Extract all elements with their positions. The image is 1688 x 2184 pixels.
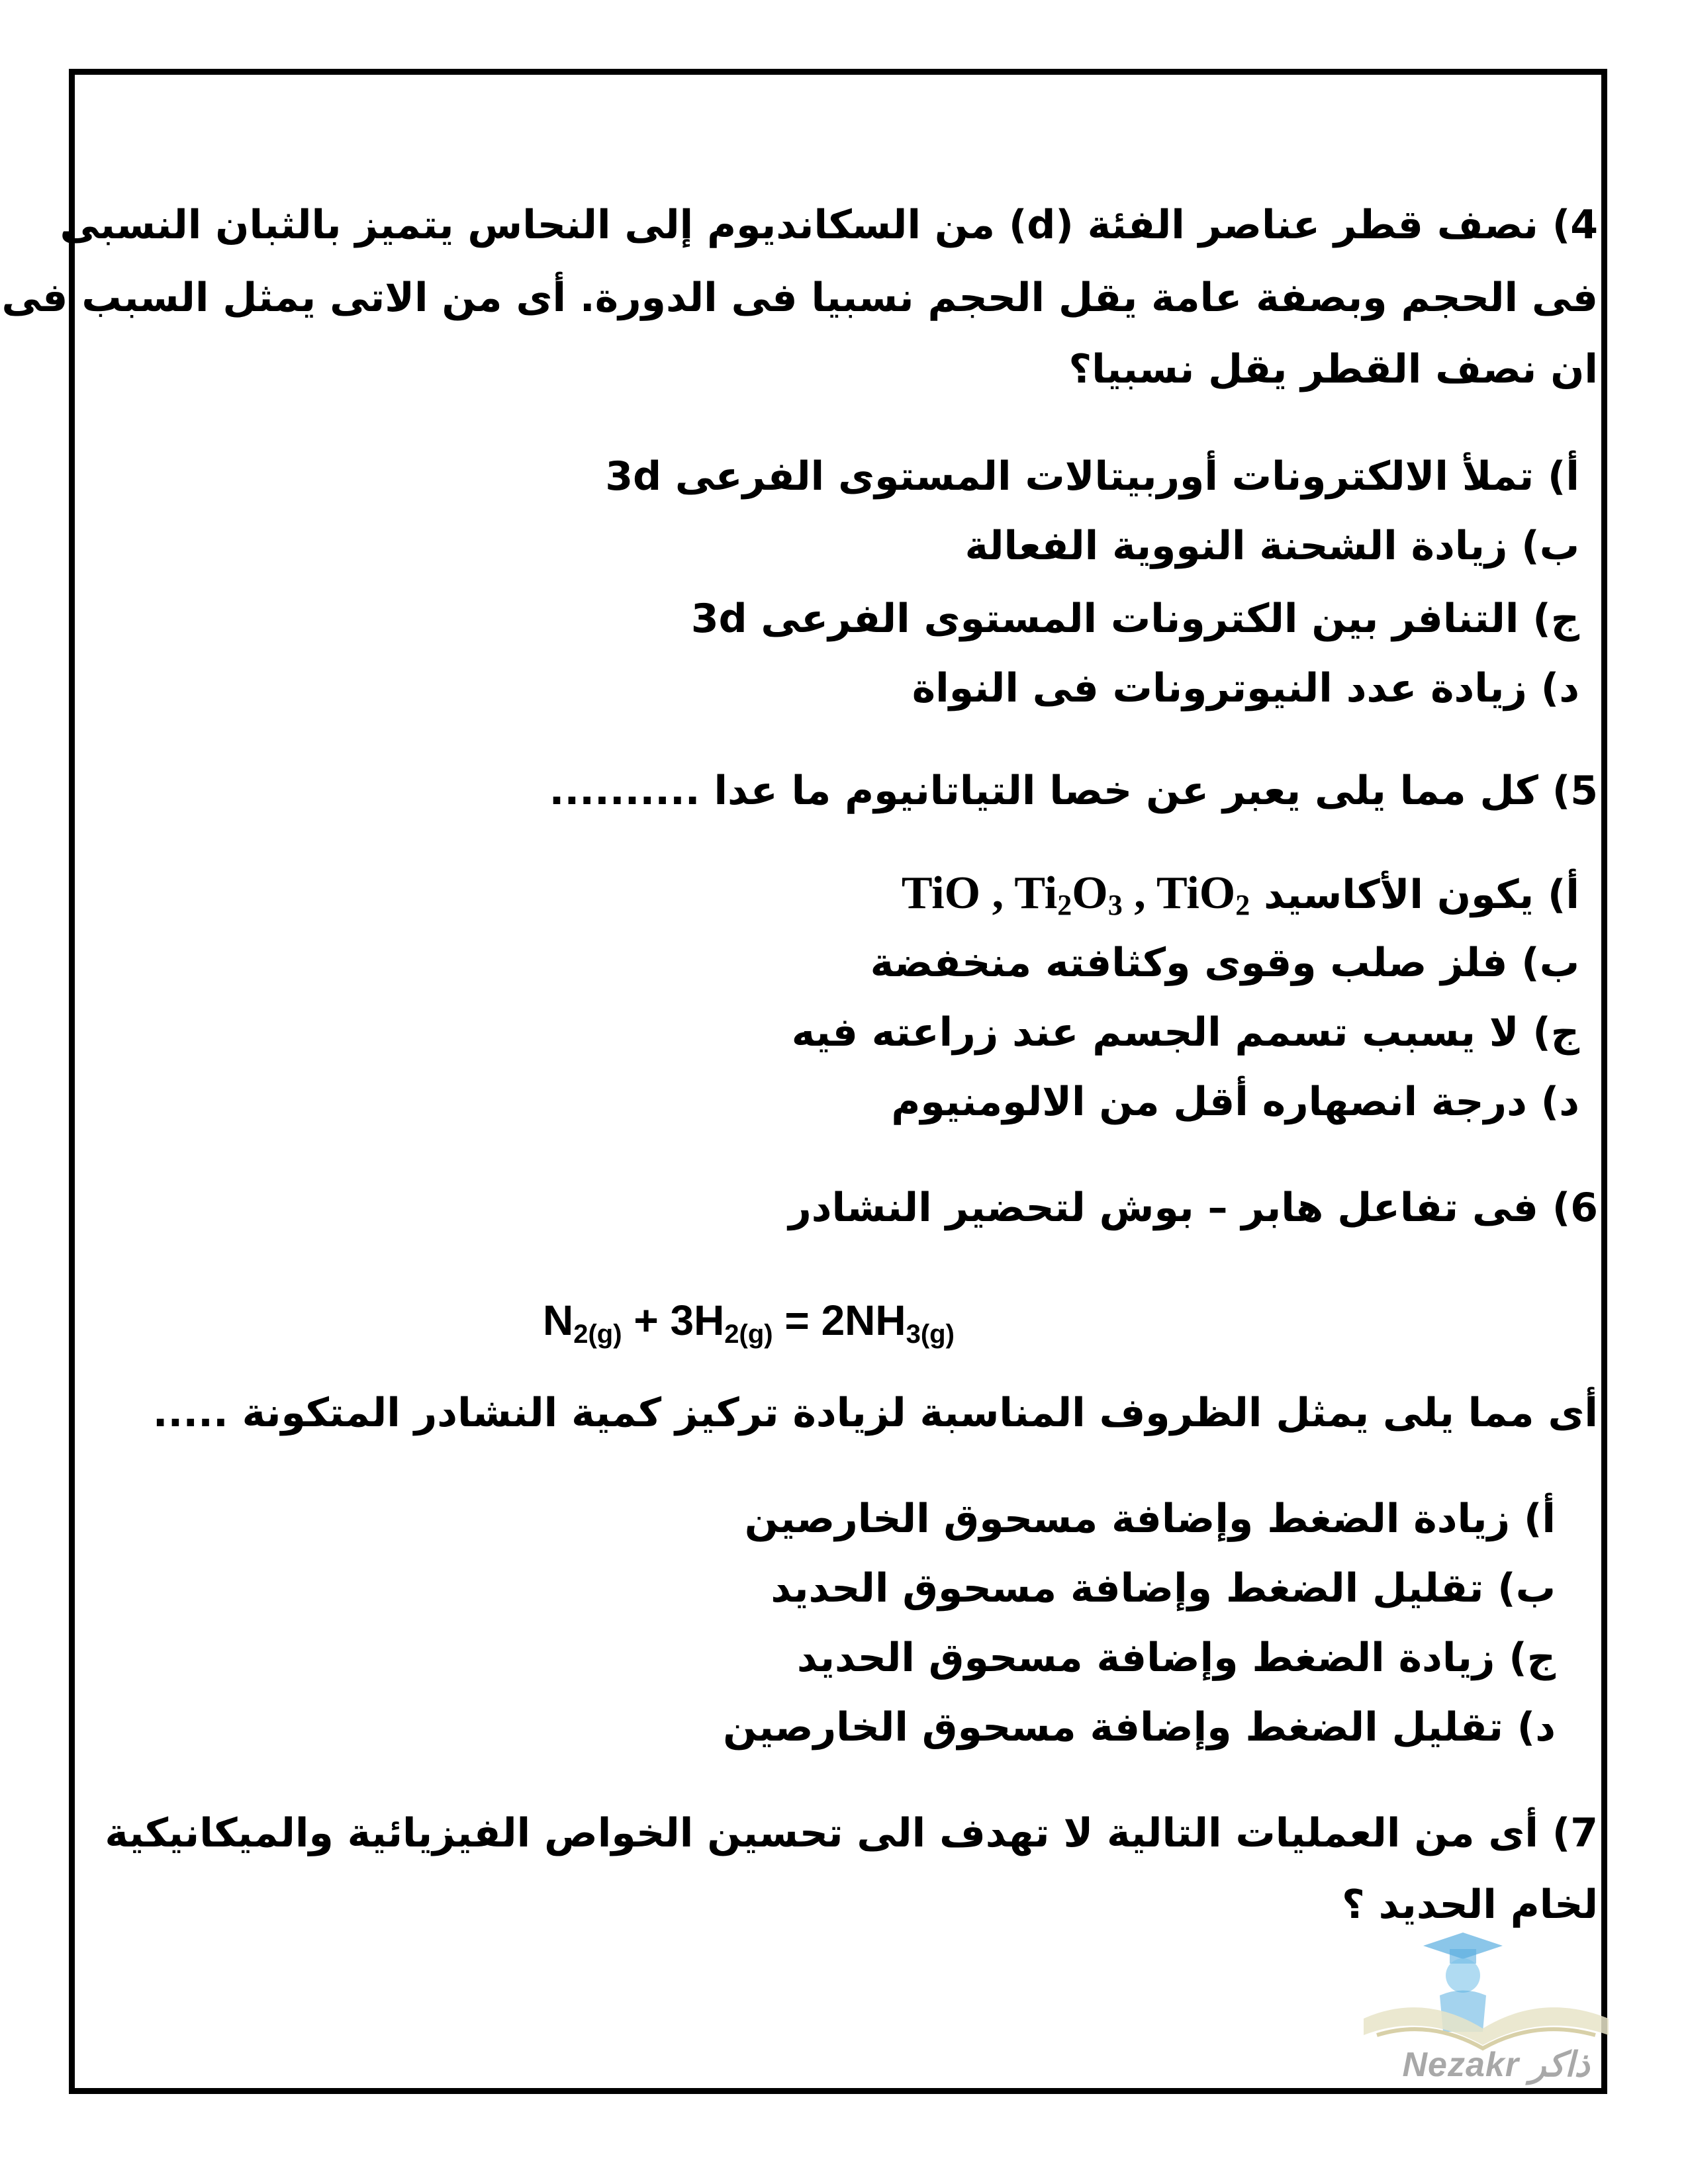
- q7-line2: لخام الحديد ؟: [1341, 1882, 1598, 1928]
- q4-option-d: د) زيادة عدد النيوترونات فى النواة: [912, 665, 1579, 711]
- q5-option-b: ب) فلز صلب وقوى وكثافته منخفضة: [870, 940, 1579, 986]
- q5-option-c: ج) لا يسبب تسمم الجسم عند زراعته فيه: [791, 1009, 1579, 1056]
- logo-text: Nezakr ذاكر: [1402, 2046, 1590, 2084]
- q4-line2: فى الحجم وبصفة عامة يقل الحجم نسبيا فى الدورة. أى من الاتى يمثل السبب فى: [1, 275, 1598, 321]
- q6-question: أى مما يلى يمثل الظروف المناسبة لزيادة تركيز كمية النشادر المتكونة .....: [152, 1390, 1598, 1436]
- haber-equation: $N_{2(g)} + 3H_{2(g)} = 2NH_{3(g)}$: [543, 1297, 955, 1349]
- q5-option-a: [132, 860, 1579, 938]
- q5-option-d: د) درجة انصهاره أقل من الالومنيوم: [891, 1079, 1579, 1125]
- q6-option-a: أ) زيادة الضغط وإضافة مسحوق الخارصين: [744, 1496, 1556, 1542]
- q7-line1: 7) أى من العمليات التالية لا تهدف الى تحسين الخواص الفيزيائية والميكانيكية: [105, 1810, 1598, 1856]
- q4-line1: 4) نصف قطر عناصر الفئة (d) من السكانديوم إلى النحاس يتميز بالثبان النسبى: [60, 202, 1598, 248]
- q6-stem: 6) فى تفاعل هابر – بوش لتحضير النشادر: [788, 1185, 1598, 1231]
- q4-option-c: ج) التنافر بين الكترونات المستوى الفرعى 3d: [690, 596, 1579, 642]
- q6-option-d: د) تقليل الضغط وإضافة مسحوق الخارصين: [723, 1704, 1556, 1751]
- q5-option-a-formula: TiO , $Ti_2O_3$ , TiO$_2$: [901, 868, 1250, 921]
- q5-stem: 5) كل مما يلى يعبر عن خصا التياتانيوم ما عدا ..........: [549, 768, 1598, 814]
- q4-option-a: أ) تملأ الالكترونات أوربيتالات المستوى الفرعى 3d: [605, 453, 1579, 500]
- q5-option-a-text: أ) يكون الأكاسيد: [1264, 872, 1579, 918]
- q4-line3: ان نصف القطر يقل نسبيا؟: [1068, 346, 1598, 392]
- q6-option-b: ب) تقليل الضغط وإضافة مسحوق الحديد: [771, 1565, 1556, 1612]
- q6-option-c: ج) زيادة الضغط وإضافة مسحوق الحديد: [796, 1635, 1556, 1681]
- q4-option-b: ب) زيادة الشحنة النووية الفعالة: [964, 523, 1579, 569]
